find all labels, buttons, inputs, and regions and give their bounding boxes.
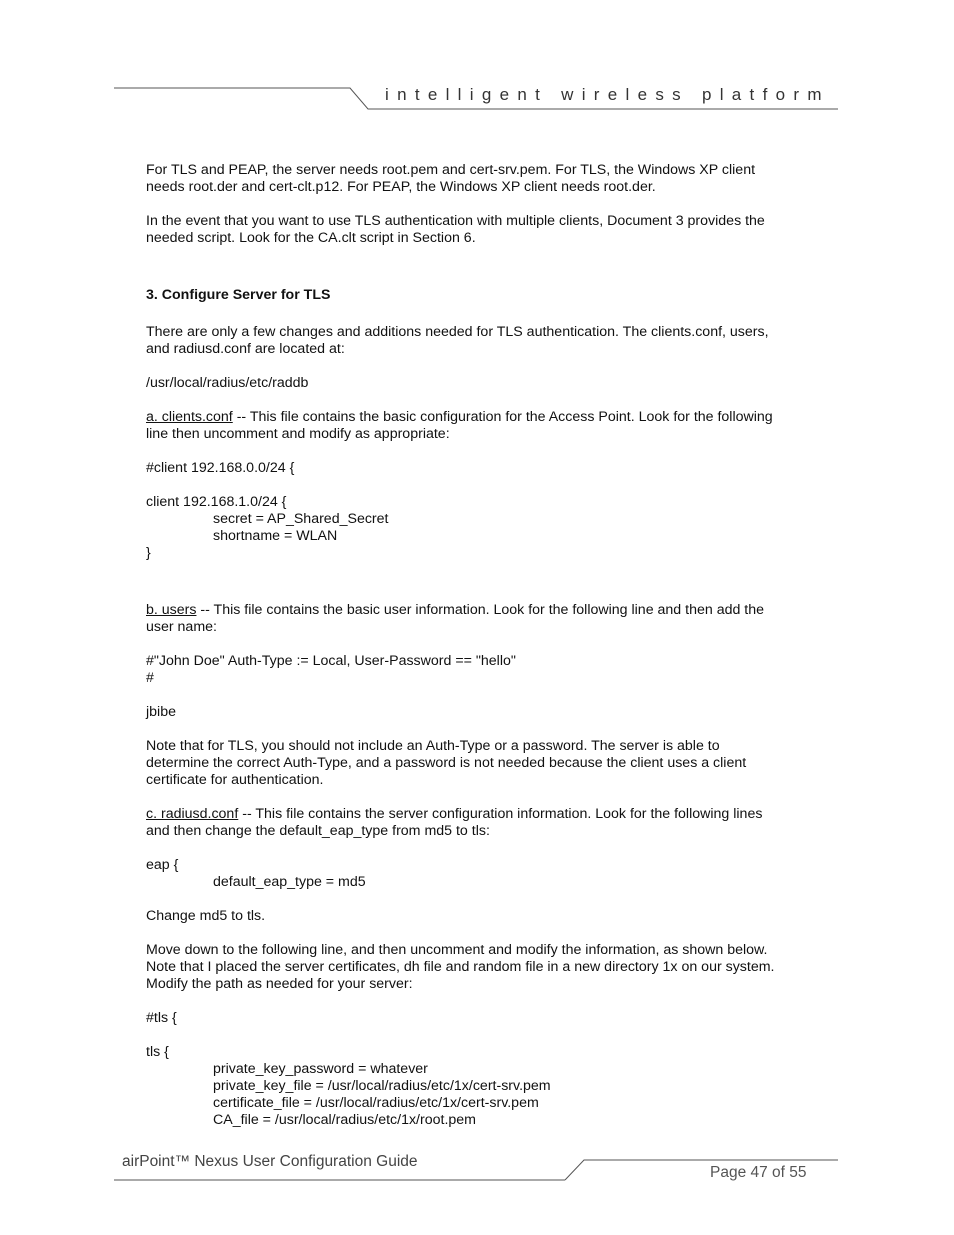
section-heading: 3. Configure Server for TLS	[146, 287, 331, 303]
users-link[interactable]: b. users	[146, 602, 197, 618]
paragraph: Move down to the following line, and then uncomment and modify the information, as shown below.	[146, 942, 768, 958]
paragraph: needed script. Look for the CA.clt script in Section 6.	[146, 230, 476, 246]
clients-conf-link[interactable]: a. clients.conf	[146, 409, 233, 425]
document-body	[146, 162, 806, 1129]
paragraph: a. clients.conf -- This file contains the basic configuration for the Access Point. Look for the following	[146, 409, 773, 425]
paragraph: and then change the default_eap_type from md5 to tls:	[146, 823, 490, 839]
code-line: secret = AP_Shared_Secret	[213, 511, 389, 527]
code-line: jbibe	[146, 704, 176, 720]
footer-guide-title: airPoint™ Nexus User Configuration Guide	[122, 1153, 418, 1170]
paragraph: Note that I placed the server certificates, dh file and random file in a new directory 1x on our system.	[146, 959, 775, 975]
code-line: #client 192.168.0.0/24 {	[146, 460, 295, 476]
code-line: tls {	[146, 1044, 169, 1060]
paragraph: Change md5 to tls.	[146, 908, 266, 924]
paragraph: user name:	[146, 619, 217, 635]
paragraph: Modify the path as needed for your server:	[146, 976, 413, 992]
radiusd-conf-link[interactable]: c. radiusd.conf	[146, 806, 239, 822]
code-line: #	[146, 670, 154, 686]
paragraph: certificate for authentication.	[146, 772, 324, 788]
code-line: private_key_password = whatever	[213, 1061, 428, 1077]
paragraph: needs root.der and cert-clt.p12. For PEAP, the Windows XP client needs root.der.	[146, 179, 656, 195]
paragraph: Note that for TLS, you should not include an Auth-Type or a password. The server is able to	[146, 738, 720, 754]
paragraph: For TLS and PEAP, the server needs root.pem and cert-srv.pem. For TLS, the Windows XP client	[146, 162, 756, 178]
code-line: shortname = WLAN	[213, 528, 338, 544]
code-line: #"John Doe" Auth-Type := Local, User-Password == "hello"	[146, 653, 516, 669]
paragraph: c. radiusd.conf -- This file contains the server configuration information. Look for the following lines	[146, 806, 763, 822]
code-line: CA_file = /usr/local/radius/etc/1x/root.pem	[213, 1112, 476, 1128]
code-line: #tls {	[146, 1010, 177, 1026]
paragraph: determine the correct Auth-Type, and a password is not needed because the client uses a client	[146, 755, 747, 771]
code-line: eap {	[146, 857, 179, 873]
footer-page-number: Page 47 of 55	[710, 1164, 807, 1181]
code-line: client 192.168.1.0/24 {	[146, 494, 287, 510]
code-line: certificate_file = /usr/local/radius/etc/1x/cert-srv.pem	[213, 1095, 539, 1111]
paragraph: There are only a few changes and additions needed for TLS authentication. The clients.conf, users,	[146, 324, 769, 340]
paragraph: b. users -- This file contains the basic user information. Look for the following line and then add the	[146, 602, 765, 618]
code-line: }	[146, 545, 151, 561]
paragraph: In the event that you want to use TLS authentication with multiple clients, Document 3 provides the	[146, 213, 765, 229]
code-line: default_eap_type = md5	[213, 874, 366, 890]
code-line: private_key_file = /usr/local/radius/etc/1x/cert-srv.pem	[213, 1078, 551, 1094]
paragraph: and radiusd.conf are located at:	[146, 341, 345, 357]
header-tagline: intelligent wireless platform	[385, 85, 830, 104]
config-path: /usr/local/radius/etc/raddb	[146, 375, 309, 391]
paragraph: line then uncomment and modify as appropriate:	[146, 426, 450, 442]
